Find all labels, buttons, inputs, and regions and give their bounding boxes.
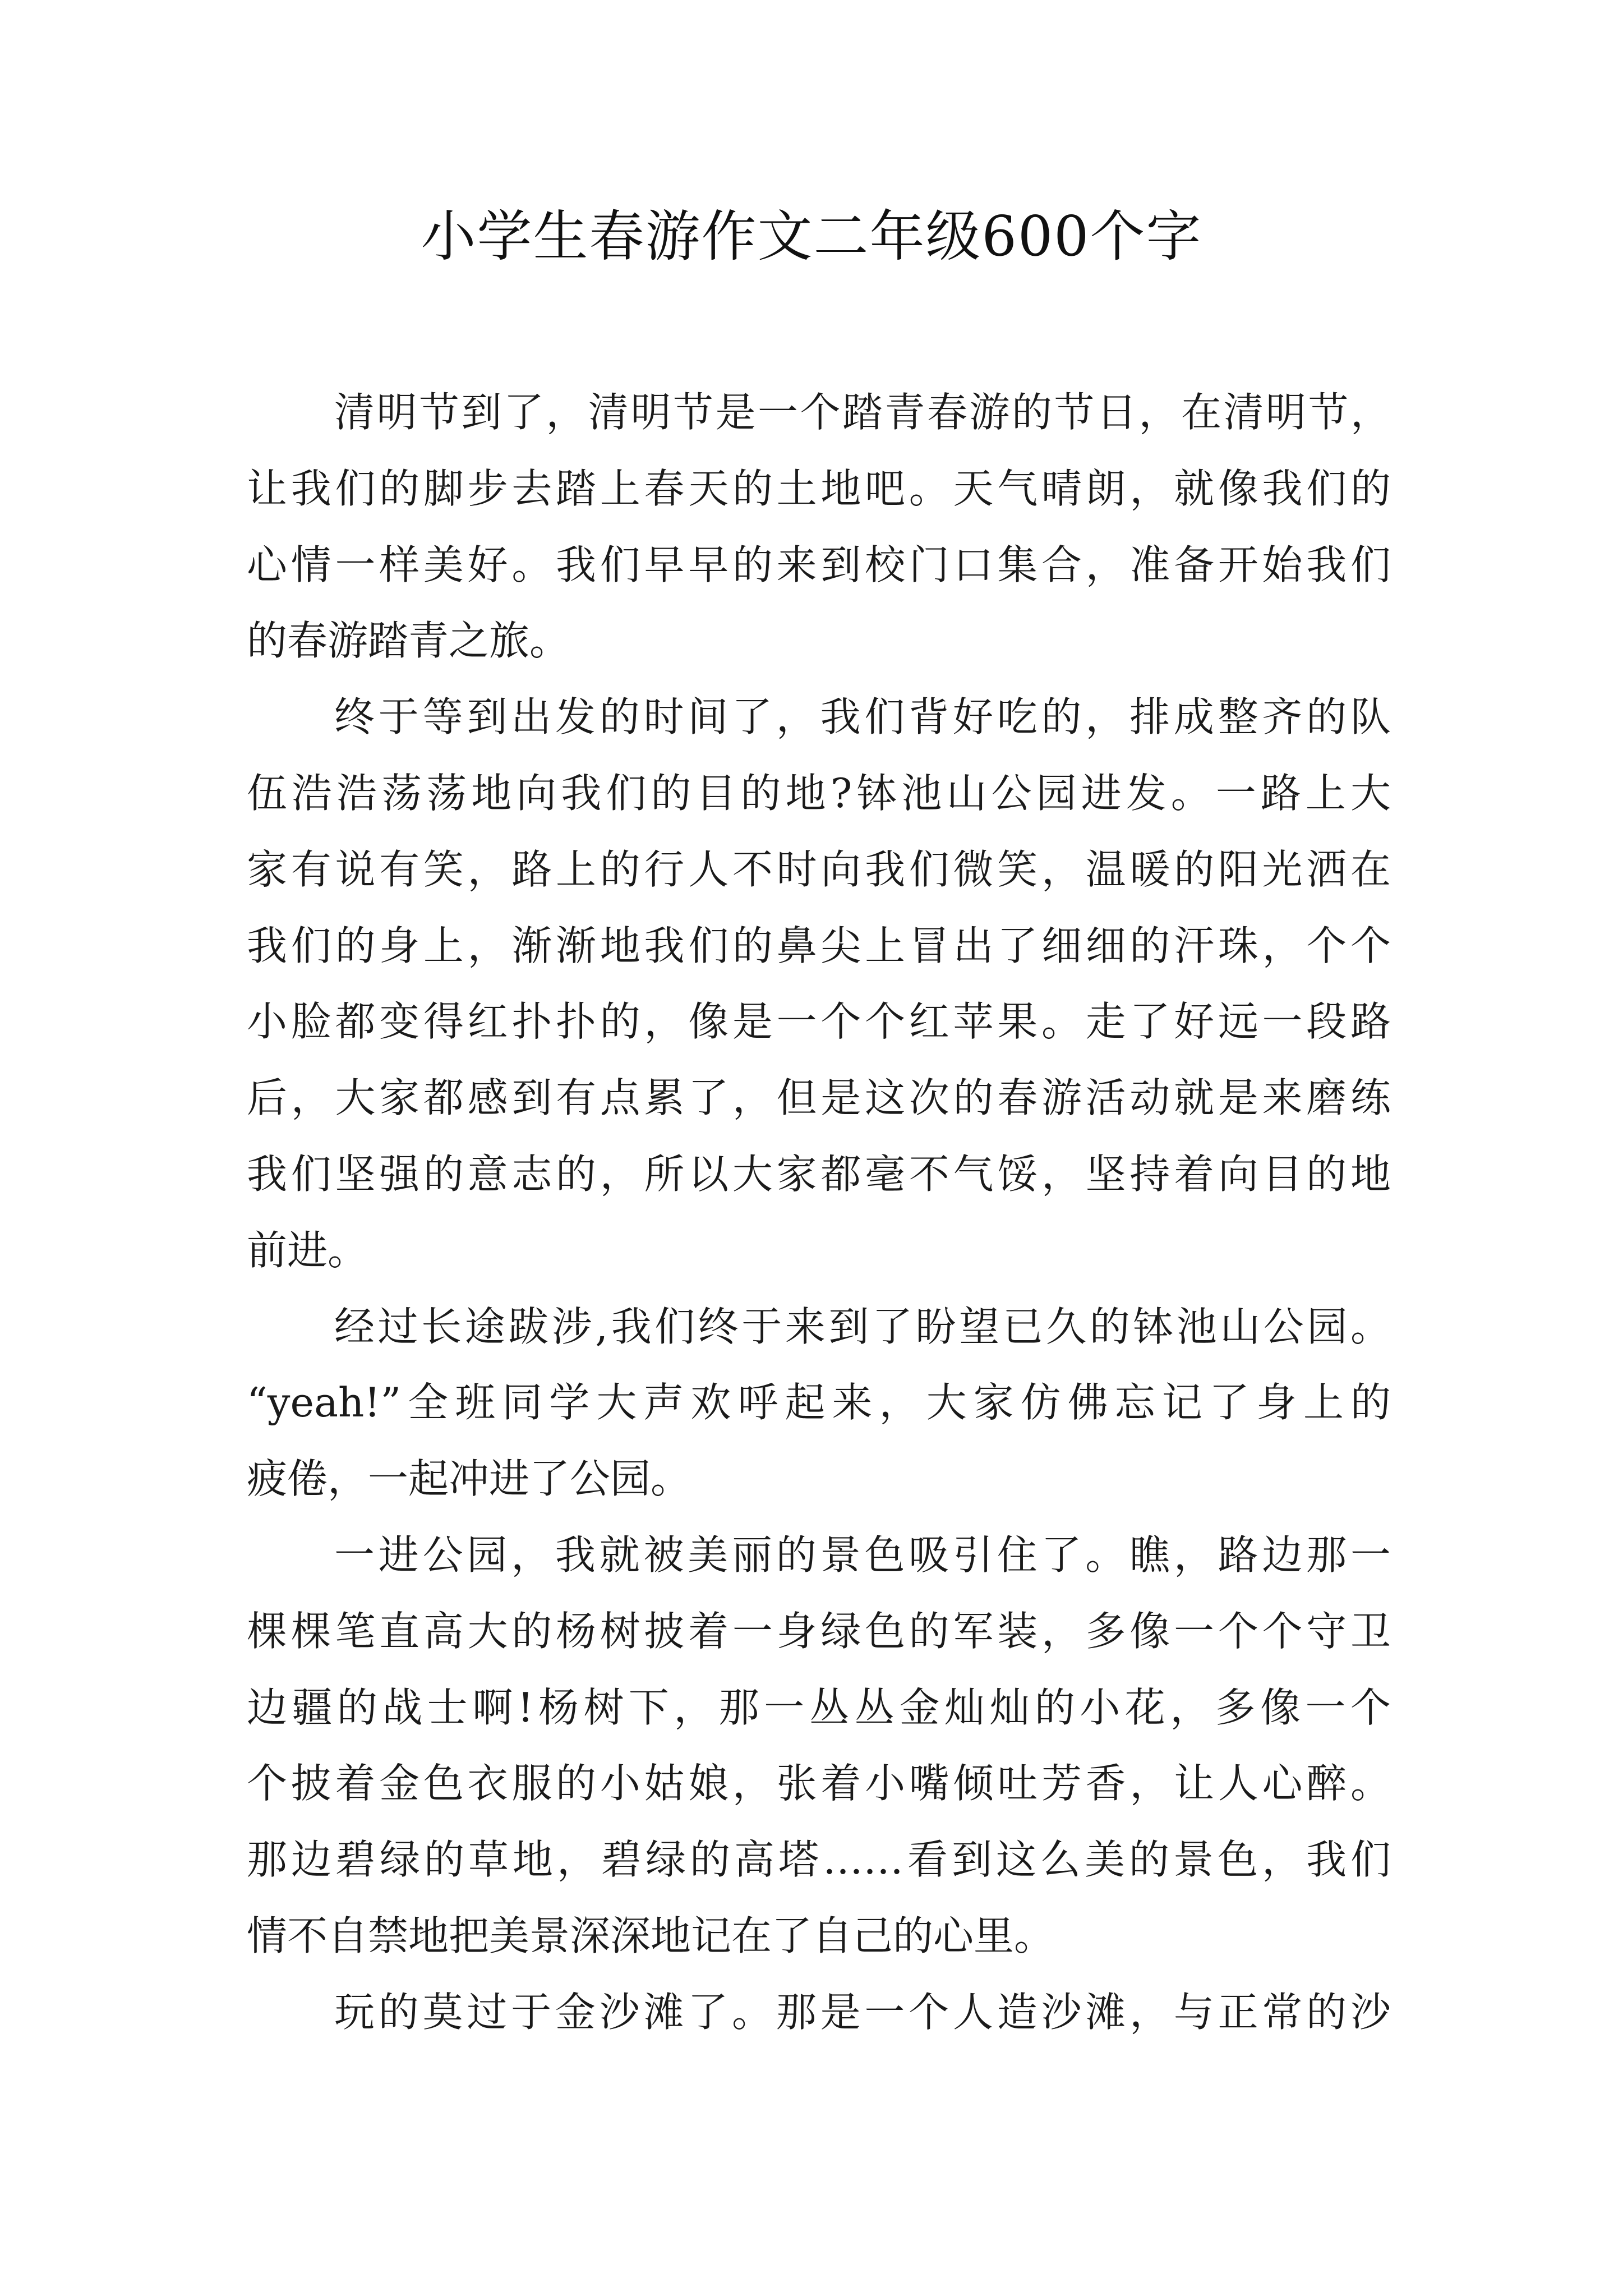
document-body: [247, 375, 1391, 2051]
document-title: 小学生春游作文二年级600个字: [421, 205, 1202, 269]
text-line: 清明节到了，清明节是一个踏青春游的节日，在清明节，: [334, 389, 1391, 436]
text-line: 家有说有笑，路上的行人不时向我们微笑，温暖的阳光洒在: [247, 845, 1391, 893]
text-line: 疲倦，一起冲进了公园。: [247, 1455, 691, 1503]
text-line: 的春游踏青之旅。: [247, 617, 570, 665]
text-line: 我们的身上，渐渐地我们的鼻尖上冒出了细细的汗珠，个个: [247, 922, 1391, 969]
text-line: 一进公园，我就被美丽的景色吸引住了。瞧，路边那一: [334, 1531, 1391, 1579]
text-line: 情不自禁地把美景深深地记在了自己的心里。: [247, 1912, 1055, 1959]
text-line: 那边碧绿的草地，碧绿的高塔……看到这么美的景色，我们: [247, 1836, 1391, 1884]
text-line: 小脸都变得红扑扑的，像是一个个红苹果。走了好远一段路: [247, 998, 1391, 1046]
text-line: 我们坚强的意志的，所以大家都毫不气馁，坚持着向目的地: [247, 1150, 1391, 1198]
text-line: 棵棵笔直高大的杨树披着一身绿色的军装，多像一个个守卫: [247, 1607, 1391, 1655]
text-line: 经过长途跋涉,我们终于来到了盼望已久的钵池山公园。: [334, 1303, 1391, 1350]
text-line: 个披着金色衣服的小姑娘，张着小嘴倾吐芳香，让人心醉。: [247, 1760, 1391, 1807]
text-line: 终于等到出发的时间了，我们背好吃的，排成整齐的队: [334, 693, 1391, 741]
text-line: 伍浩浩荡荡地向我们的目的地?钵池山公园进发。一路上大: [247, 769, 1391, 817]
text-line: “yeah!”全班同学大声欢呼起来，大家仿佛忘记了身上的: [247, 1379, 1391, 1427]
text-line: 后，大家都感到有点累了，但是这次的春游活动就是来磨练: [247, 1074, 1391, 1122]
text-line: 前进。: [247, 1226, 368, 1274]
text-line: 玩的莫过于金沙滩了。那是一个人造沙滩，与正常的沙: [334, 1988, 1391, 2036]
text-line: 心情一样美好。我们早早的来到校门口集合，准备开始我们: [247, 541, 1391, 588]
text-line: 让我们的脚步去踏上春天的土地吧。天气晴朗，就像我们的: [247, 464, 1391, 512]
text-line: 边疆的战士啊!杨树下，那一丛丛金灿灿的小花，多像一个: [247, 1683, 1391, 1731]
